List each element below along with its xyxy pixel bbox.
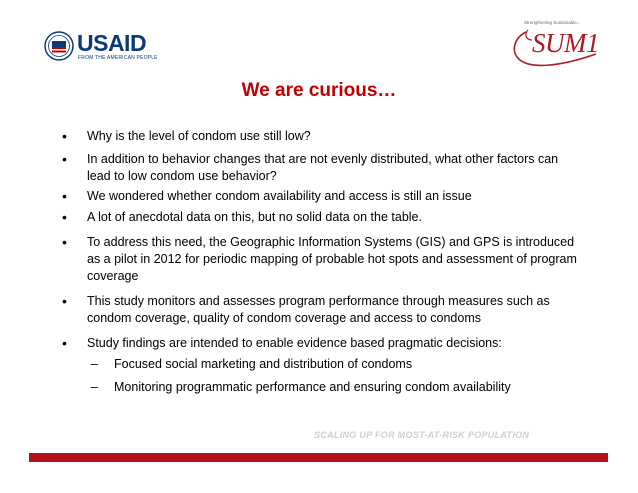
sub-bullet-list bbox=[87, 356, 582, 396]
usaid-tagline: FROM THE AMERICAN PEOPLE bbox=[78, 55, 158, 61]
bullet-item: • Why is the level of condom use still low? bbox=[62, 128, 582, 145]
sum1-wordmark: SUM1 bbox=[532, 28, 599, 58]
bullet-item: • To address this need, the Geographic Information Systems (GIS) and GPS is introduced as a pilot in 2012 for periodic mapping of probable hot spots and assessment of program coverage bbox=[62, 234, 582, 285]
usaid-seal-icon bbox=[44, 31, 74, 61]
footer-slogan: SCALING UP FOR MOST-AT-RISK POPULATION bbox=[314, 430, 530, 440]
bullet-item-text: Study findings are intended to enable evidence based pragmatic decisions: bbox=[87, 336, 502, 350]
sub-bullet-item: – Monitoring programmatic performance and ensuring condom availability bbox=[87, 379, 582, 396]
slide-title: We are curious… bbox=[241, 80, 397, 101]
footer-bar bbox=[29, 453, 608, 462]
bullet-item: • We wondered whether condom availability and access is still an issue bbox=[62, 188, 582, 205]
bullet-item: • In addition to behavior changes that are not evenly distributed, what other factors can lead to low condom use behavior? bbox=[62, 151, 582, 185]
bullet-list bbox=[62, 128, 582, 402]
sub-bullet-item: – Focused social marketing and distribution of condoms bbox=[87, 356, 582, 373]
sum1-tagline: Strengthening Sustainable... bbox=[524, 20, 581, 25]
sum1-logo bbox=[506, 18, 598, 70]
bullet-item: • A lot of anecdotal data on this, but no solid data on the table. bbox=[62, 209, 582, 226]
usaid-wordmark: USAID bbox=[77, 30, 147, 56]
bullet-item: • This study monitors and assesses program performance through measures such as condom coverage, quality of condom coverage and access to condoms bbox=[62, 293, 582, 327]
bullet-item-with-subitems bbox=[62, 335, 582, 396]
usaid-logo bbox=[44, 30, 156, 66]
